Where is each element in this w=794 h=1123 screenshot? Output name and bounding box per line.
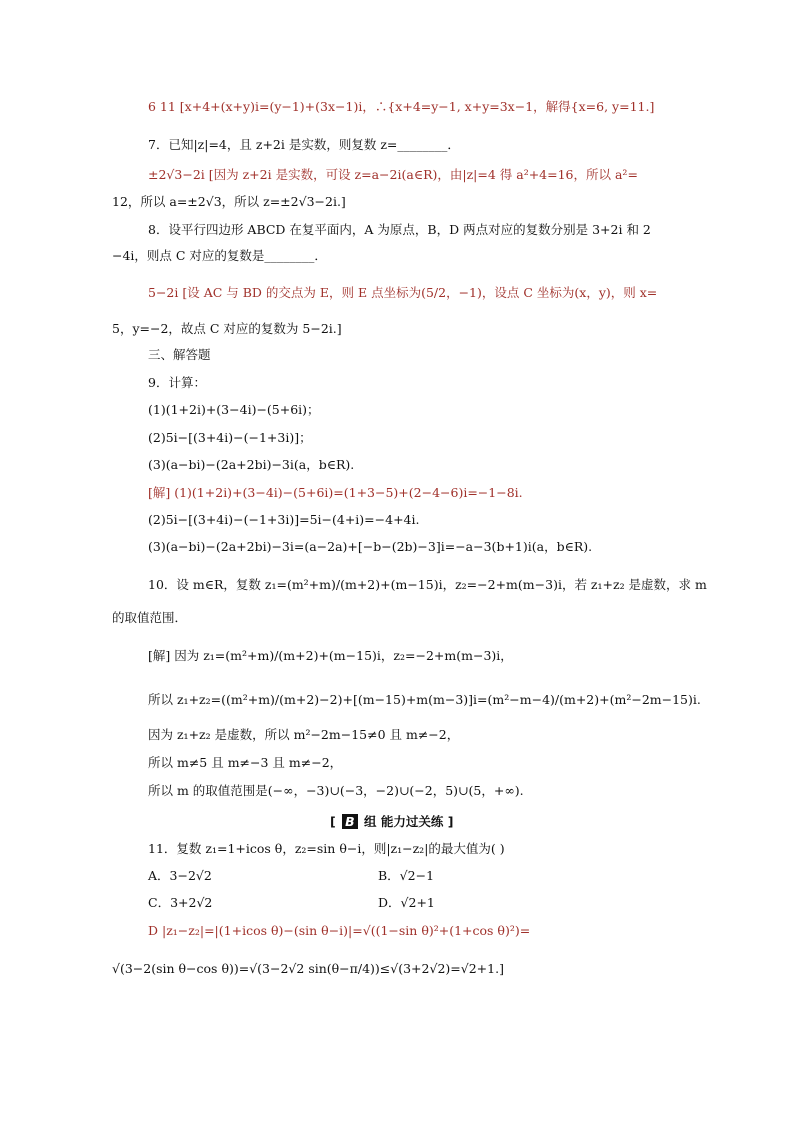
line-15: (2)5i−[(3+4i)−(−1+3i)]=5i−(4+i)=−4+4i.: [148, 512, 420, 527]
section-header: [330, 812, 453, 830]
line-12: (2)5i−[(3+4i)−(−1+3i)]；: [148, 430, 312, 445]
line-7: 5−2i [设 AC 与 BD 的交点为 E，则 E 点坐标为(5/2，−1)，设点 C 坐标为(x，y)，则 x=: [148, 285, 658, 300]
line-22: 所以 m≠5 且 m≠−3 且 m≠−2，: [148, 755, 343, 770]
line-19: [解] 因为 z₁=(m²+m)/(m+2)+(m−15)i，z₂=−2+m(m−3)i，: [148, 648, 513, 663]
line-30: √(3−2(sin θ−cos θ))=√(3−2√2 sin(θ−π/4))≤√(3+2√2)=√2+1.]: [112, 961, 504, 976]
line-5: 8．设平行四边形 ABCD 在复平面内，A 为原点，B，D 两点对应的复数分别是 3+2i 和 2: [148, 222, 651, 237]
line-29: D |z₁−z₂|=|(1+icos θ)−(sin θ−i)|=√((1−sin θ)²+(1+cos θ)²)=: [148, 923, 531, 938]
section-bracket-right: ]: [447, 814, 454, 829]
line-16: (3)(a−bi)−(2a+2bi)−3i=(a−2a)+[−b−(2b)−3]i=−a−3(b+1)i(a，b∈R).: [148, 539, 593, 554]
section-badge: B: [342, 814, 358, 829]
line-4: 12，所以 a=±2√3，所以 z=±2√3−2i.]: [112, 194, 346, 209]
option-c: C．3+2√2: [148, 895, 213, 910]
line-24: 11．复数 z₁=1+icos θ，z₂=sin θ−i，则|z₁−z₂|的最大值为( ): [148, 841, 505, 856]
line-20: 所以 z₁+z₂=((m²+m)/(m+2)−2)+[(m−15)+m(m−3)]i=(m²−m−4)/(m+2)+(m²−2m−15)i.: [148, 692, 701, 707]
line-9: 三、解答题: [148, 347, 211, 362]
line-13: (3)(a−bi)−(2a+2bi)−3i(a，b∈R).: [148, 457, 355, 472]
line-10: 9．计算：: [148, 375, 206, 390]
option-d: D．√2+1: [378, 895, 435, 910]
section-bracket-left: [: [330, 814, 336, 829]
section-title: 组 能力过关练: [363, 814, 444, 829]
line-23: 所以 m 的取值范围是(−∞，−3)∪(−3，−2)∪(−2，5)∪(5，+∞).: [148, 783, 524, 798]
line-1: 6 11 [x+4+(x+y)i=(y−1)+(3x−1)i，∴{x+4=y−1, x+y=3x−1，解得{x=6, y=11.]: [148, 99, 655, 114]
line-2: 7．已知|z|=4，且 z+2i 是实数，则复数 z=________．: [148, 137, 460, 152]
option-a: A．3−2√2: [148, 868, 212, 883]
line-17: 10．设 m∈R，复数 z₁=(m²+m)/(m+2)+(m−15)i，z₂=−2+m(m−3)i，若 z₁+z₂ 是虚数，求 m: [148, 577, 707, 592]
option-b: B．√2−1: [378, 868, 435, 883]
line-14: [解] (1)(1+2i)+(3−4i)−(5+6i)=(1+3−5)+(2−4−6)i=−1−8i.: [148, 485, 523, 500]
line-18: 的取值范围．: [112, 610, 188, 625]
line-8: 5，y=−2，故点 C 对应的复数为 5−2i.]: [112, 321, 342, 336]
line-21: 因为 z₁+z₂ 是虚数，所以 m²−2m−15≠0 且 m≠−2，: [148, 727, 460, 742]
line-3: ±2√3−2i [因为 z+2i 是实数，可设 z=a−2i(a∈R)，由|z|=4 得 a²+4=16，所以 a²=: [148, 167, 638, 182]
line-6: −4i，则点 C 对应的复数是________．: [112, 248, 327, 263]
line-11: (1)(1+2i)+(3−4i)−(5+6i)；: [148, 402, 320, 417]
